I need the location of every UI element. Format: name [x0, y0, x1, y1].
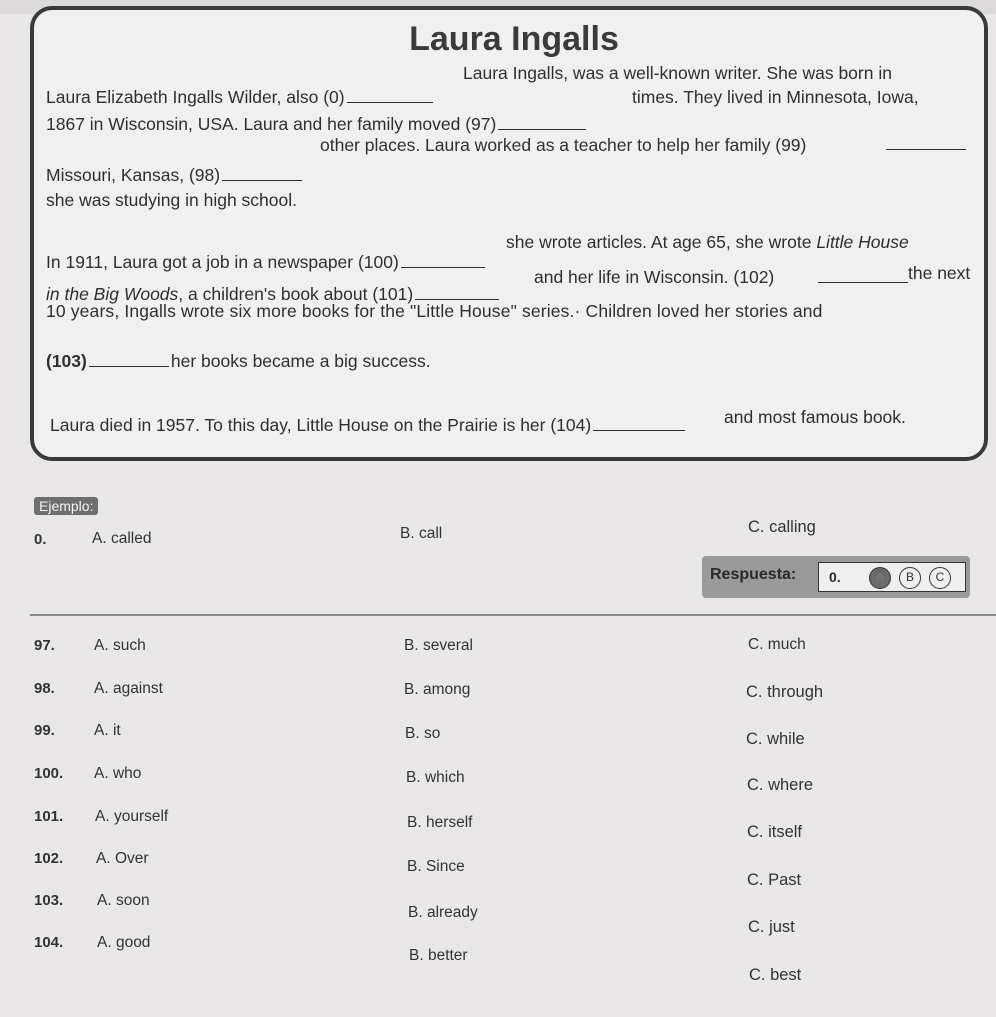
example-option-c: C. calling	[748, 518, 816, 536]
example-badge: Ejemplo:	[34, 497, 98, 515]
passage-p2-line-4b: her books became a big success.	[170, 351, 431, 371]
question-number: 101.	[34, 808, 64, 825]
passage-line-4	[46, 187, 976, 214]
passage-p3b: and most famous book.	[724, 407, 906, 427]
passage-p2-line-1	[46, 249, 976, 276]
question-option-b: B. several	[404, 637, 473, 654]
question-option-a: A. soon	[97, 892, 150, 909]
passage-p2-line-1a: In 1911, Laura got a job in a newspaper (100)	[46, 252, 399, 272]
page-title: Laura Ingalls	[409, 20, 619, 58]
answer-bubble-c[interactable]: C	[929, 567, 951, 589]
passage-p3-line	[50, 412, 980, 439]
question-option-b: B. so	[405, 725, 441, 742]
passage-p3a: Laura died in 1957. To this day, Little House on the Prairie is her (104)	[50, 415, 592, 435]
passage-p2-line-2c: and her life in Wisconsin. (102)	[534, 267, 775, 287]
question-number: 98.	[34, 680, 55, 697]
question-number: 99.	[34, 722, 55, 739]
answer-bubble-a[interactable]: A	[869, 567, 891, 589]
question-option-b: B. among	[404, 681, 471, 698]
question-number: 100.	[34, 765, 64, 782]
question-option-a: A. it	[94, 722, 121, 739]
answer-label: Respuesta:	[710, 566, 797, 583]
passage-line-3	[46, 162, 976, 189]
passage-line-3b: other places. Laura worked as a teacher to help her family (99)	[320, 135, 807, 155]
question-option-b: B. herself	[407, 814, 473, 831]
passage-p2-line-3	[46, 298, 976, 325]
question-option-c: C. itself	[747, 823, 803, 841]
example-number: 0.	[34, 531, 47, 548]
question-option-c: C. best	[749, 966, 802, 984]
passage-line-2a: 1867 in Wisconsin, USA. Laura and her family moved (97)	[46, 114, 497, 134]
question-option-c: C. while	[746, 730, 805, 748]
question-number: 104.	[34, 934, 64, 951]
section-divider	[30, 614, 996, 616]
answer-bubble-b[interactable]: B	[899, 567, 921, 589]
question-option-c: C. Past	[747, 871, 802, 889]
question-option-a: A. yourself	[95, 808, 169, 825]
passage-p2-line-2b: , a children's book about (101)	[178, 284, 414, 304]
question-option-c: C. much	[748, 636, 806, 653]
answer-box	[702, 556, 970, 598]
question-number: 97.	[34, 637, 55, 654]
question-number: 102.	[34, 850, 64, 867]
answer-sheet	[818, 562, 966, 592]
example-option-a: A. called	[92, 530, 152, 547]
passage-p2-title-italic: Little House	[816, 232, 909, 252]
question-option-a: A. Over	[96, 850, 149, 867]
answer-number: 0.	[829, 569, 841, 585]
blank-99[interactable]	[886, 148, 966, 150]
passage-p2-line-1b-text: she wrote articles. At age 65, she wrote	[506, 232, 812, 252]
blank-98[interactable]	[222, 179, 302, 181]
blank-103[interactable]	[89, 365, 169, 367]
blank-97[interactable]	[498, 128, 586, 130]
question-option-c: C. through	[746, 683, 824, 701]
blank-104[interactable]	[593, 429, 685, 431]
passage-p2-line-2d: the next	[908, 263, 971, 283]
question-option-b: B. Since	[407, 858, 465, 875]
passage-line-4: she was studying in high school.	[46, 190, 297, 210]
passage-p2-line-4a: (103)	[46, 351, 87, 371]
question-number: 103.	[34, 892, 64, 909]
question-option-b: B. better	[409, 947, 468, 964]
question-option-b: B. already	[408, 904, 478, 921]
question-option-c: C. where	[747, 776, 814, 794]
passage-line-1b: Laura Ingalls, was a well-known writer. She was born in	[463, 63, 892, 83]
example-option-b: B. call	[400, 525, 443, 542]
question-option-b: B. which	[406, 769, 465, 786]
passage-p2-line-3: 10 years, Ingalls wrote six more books for the "Little House" series.· Children loved her stories and	[46, 301, 823, 321]
passage-line-1a: Laura Elizabeth Ingalls Wilder, also (0)	[46, 87, 345, 107]
passage-p2-book-italic: in the Big Woods	[46, 284, 179, 304]
question-option-a: A. good	[97, 934, 151, 951]
blank-0[interactable]	[347, 101, 433, 103]
blank-100[interactable]	[401, 266, 485, 268]
passage-line-2b: times. They lived in Minnesota, Iowa,	[632, 87, 919, 107]
question-option-c: C. just	[748, 918, 795, 936]
question-option-a: A. such	[94, 637, 146, 654]
question-option-a: A. against	[94, 680, 163, 697]
passage-line-3a: Missouri, Kansas, (98)	[46, 165, 221, 185]
question-option-a: A. who	[94, 765, 142, 782]
passage-p2-line-4	[46, 348, 976, 375]
